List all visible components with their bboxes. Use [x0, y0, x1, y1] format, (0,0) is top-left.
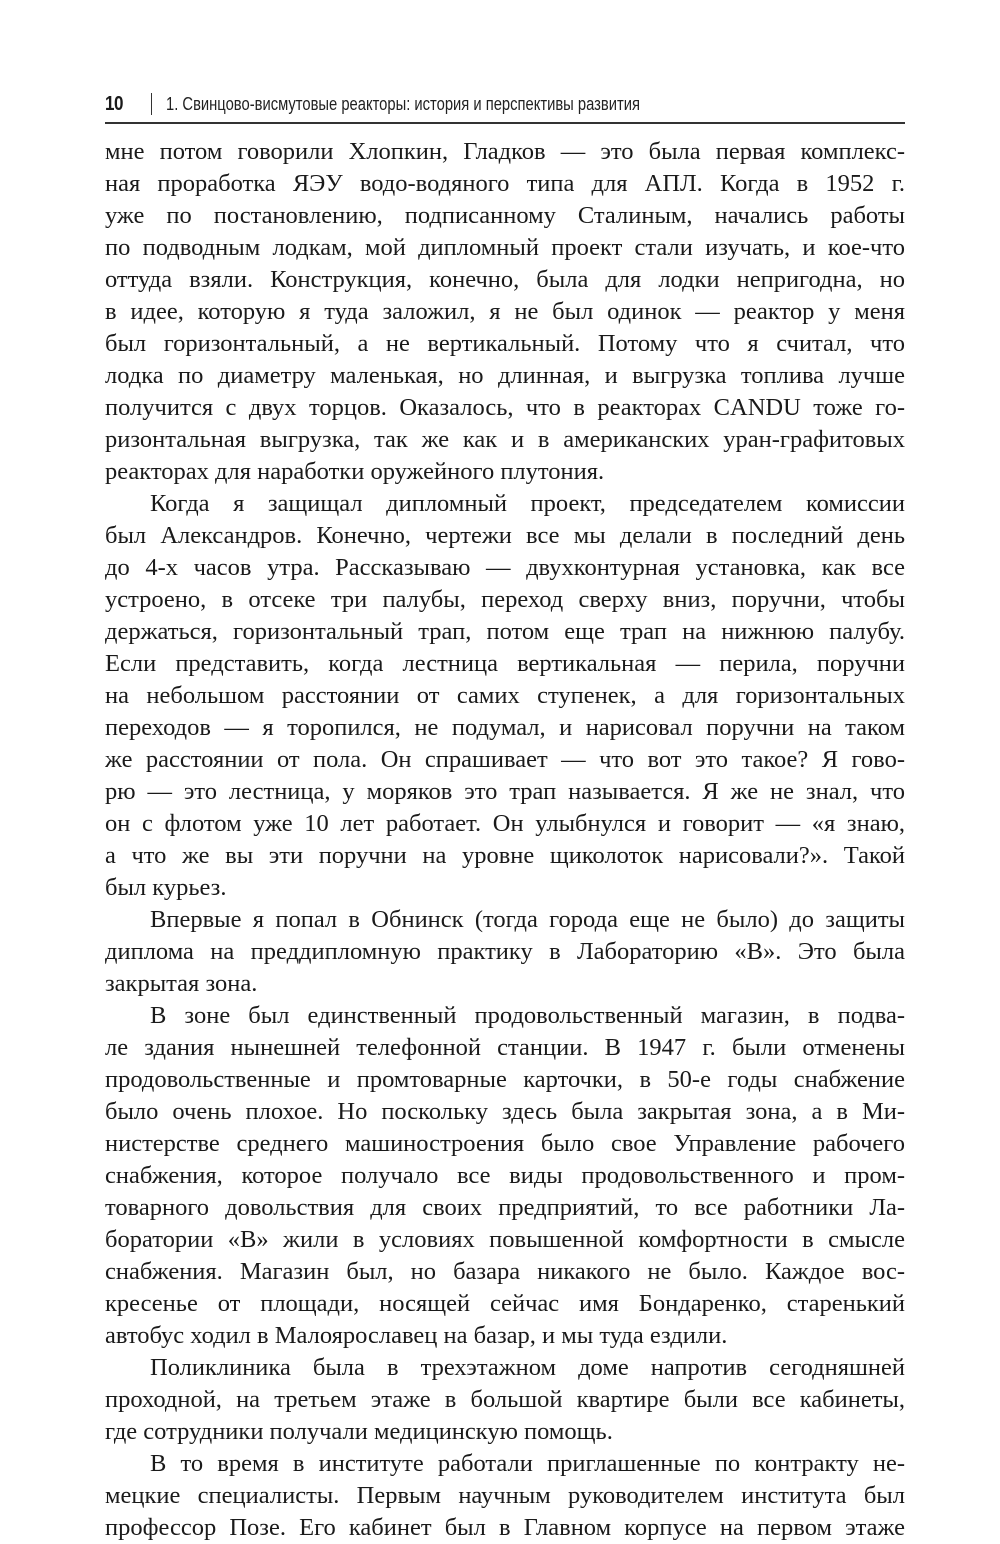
text-line: Когда я защищал дипломный проект, председателем комиссии [150, 490, 905, 517]
page-number: 10 [105, 92, 124, 115]
text-line: автобус ходил в Малоярославец на базар, и мы туда ездили. [105, 1322, 728, 1349]
text-line: нистерстве среднего машиностроения было свое Управление рабочего [105, 1130, 905, 1157]
text-line: Если представить, когда лестница вертикальная — перила, поручни [105, 650, 905, 677]
text-line: же расстоянии от пола. Он спрашивает — что вот это такое? Я гово- [105, 746, 905, 773]
text-line: он с флотом уже 10 лет работает. Он улыбнулся и говорит — «я знаю, [105, 810, 905, 837]
text-line: боратории «В» жили в условиях повышенной комфортности в смысле [105, 1226, 905, 1253]
paragraph [105, 136, 905, 488]
text-line: лодка по диаметру маленькая, но длинная, и выгрузка топлива лучше [105, 362, 905, 389]
text-line: ная проработка ЯЭУ водо-водяного типа для АПЛ. Когда в 1952 г. [105, 170, 905, 197]
text-line: продовольственные и промтоварные карточки, в 50-е годы снабжение [105, 1066, 905, 1093]
text-line: мне потом говорили Хлопкин, Гладков — это была первая комплекс- [105, 138, 905, 165]
text-line: до 4-х часов утра. Рассказываю — двухконтурная установка, как все [105, 554, 905, 581]
text-line: проходной, на третьем этаже в большой квартире были все кабинеты, [105, 1386, 905, 1413]
text-line: оттуда взяли. Конструкция, конечно, была для лодки непригодна, но [105, 266, 905, 293]
text-line: устроено, в отсеке три палубы, переход сверху вниз, поручни, чтобы [105, 586, 905, 613]
text-line: Впервые я попал в Обнинск (тогда города еще не было) до защиты [150, 906, 905, 933]
text-line: мецкие специалисты. Первым научным руководителем института был [105, 1482, 905, 1509]
text-line: снабжения. Магазин был, но базара никакого не было. Каждое вос- [105, 1258, 905, 1285]
text-line: В то время в институте работали приглашенные по контракту не- [150, 1450, 905, 1477]
running-title: 1. Свинцово-висмутовые реакторы: история и перспективы развития [166, 93, 640, 114]
running-header [105, 86, 905, 124]
text-line: реакторах для наработки оружейного плутония. [105, 458, 605, 485]
text-line: был Александров. Конечно, чертежи все мы делали в последний день [105, 522, 905, 549]
text-line: профессор Позе. Его кабинет был в Главном корпусе на первом этаже [105, 1514, 905, 1541]
text-line: уже по постановлению, подписанному Сталиным, начались работы [105, 202, 905, 229]
text-line: товарного довольствия для своих предприятий, то все работники Ла- [105, 1194, 905, 1221]
text-line: на небольшом расстоянии от самих ступенек, а для горизонтальных [105, 682, 905, 709]
paragraph [105, 904, 905, 1000]
text-line: рю — это лестница, у моряков это трап называется. Я же не знал, что [105, 778, 905, 805]
paragraph [105, 1448, 905, 1544]
text-line: держаться, горизонтальный трап, потом еще трап на нижнюю палубу. [105, 618, 905, 645]
text-line: получится с двух торцов. Оказалось, что в реакторах CANDU тоже го- [105, 394, 905, 421]
text-line: Поликлиника была в трехэтажном доме напротив сегодняшней [150, 1354, 905, 1381]
text-line: был курьез. [105, 874, 227, 901]
text-line: ризонтальная выгрузка, так же как и в американских уран-графитовых [105, 426, 905, 453]
page-body [105, 136, 905, 1544]
text-line: ле здания нынешней телефонной станции. В 1947 г. были отменены [105, 1034, 905, 1061]
text-line: диплома на преддипломную практику в Лабораторию «В». Это была [105, 938, 905, 965]
paragraph [105, 1352, 905, 1448]
paragraph [105, 1000, 905, 1352]
text-line: было очень плохое. Но поскольку здесь была закрытая зона, а в Ми- [105, 1098, 905, 1125]
text-line: был горизонтальный, а не вертикальный. Потому что я считал, что [105, 330, 905, 357]
text-line: снабжения, которое получало все виды продовольственного и пром- [105, 1162, 905, 1189]
text-line: по подводным лодкам, мой дипломный проект стали изучать, и кое-что [105, 234, 905, 261]
paragraph [105, 488, 905, 904]
text-line: кресенье от площади, носящей сейчас имя Бондаренко, старенький [105, 1290, 905, 1317]
text-line: закрытая зона. [105, 970, 258, 997]
text-line: где сотрудники получали медицинскую помощь. [105, 1418, 613, 1445]
text-line: а что же вы эти поручни на уровне щиколоток нарисовали?». Такой [105, 842, 905, 869]
text-line: переходов — я торопился, не подумал, и нарисовал поручни на таком [105, 714, 905, 741]
header-divider [151, 93, 152, 115]
text-line: В зоне был единственный продовольственный магазин, в подва- [150, 1002, 905, 1029]
text-line: в идее, которую я туда заложил, я не был одинок — реактор у меня [105, 298, 905, 325]
